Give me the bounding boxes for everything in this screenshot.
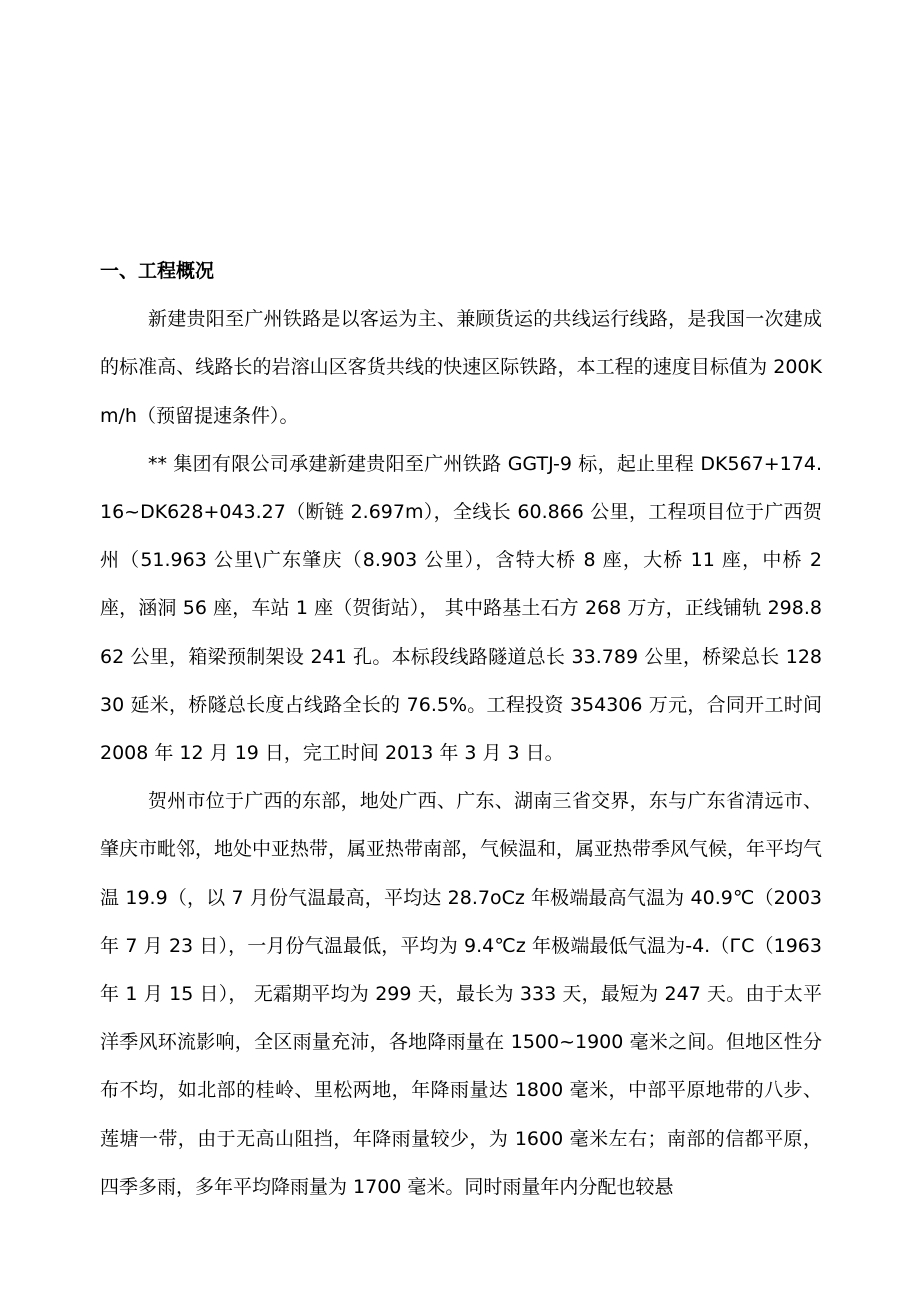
paragraph-contract: ** 集团有限公司承建新建贵阳至广州铁路 GGTJ-9 标，起止里程 DK567+174.16~DK628+043.27（断链 2.697m），全线长 60.866 公里，工程项目位于广西贺州（51.963 公里\广东肇庆（8.903 公里），含特大桥 8 座，大桥 11 座，中桥 2 座，涵洞 56 座，车站 1 座（贺街站）， 其中路基土石方 268 万方，正线铺轨 298.862 公里，箱梁预制架设 241 孔。本标段线路隧道总长 33.789 公里，桥梁总长 12830 延米，桥隧总长度占线路全长的 76.5%。工程投资 354306 万元，合同开工时间 2008 年 12 月 19 日，完工时间 2013 年 3 月 3 日。 bbox=[100, 452, 822, 765]
paragraph-overview: 新建贵阳至广州铁路是以客运为主、兼顾货运的共线运行线路，是我国一次建成的标准高、线路长的岩溶山区客货共线的快速区际铁路，本工程的速度目标值为 200Km/h（预留提速条件）。 bbox=[100, 308, 822, 427]
document-body bbox=[100, 247, 822, 1211]
paragraph-climate: 贺州市位于广西的东部，地处广西、广东、湖南三省交界，东与广东省清远市、肇庆市毗邻，地处中亚热带，属亚热带南部，气候温和，属亚热带季风气候，年平均气温 19.9（，以 7 月份气温最高，平均达 28.7oCz 年极端最高气温为 40.9℃（2003 年 7 月 23 日），一月份气温最低，平均为 9.4℃z 年极端最低气温为-4.（ГС（1963 年 1 月 15 日）， 无霜期平均为 299 天，最长为 333 天，最短为 247 天。由于太平洋季风环流影响，全区雨量充沛，各地降雨量在 1500~1900 毫米之间。但地区性分布不均，如北部的桂岭、里松两地，年降雨量达 1800 毫米，中部平原地带的八步、莲塘一带，由于无高山阻挡，年降雨量较少，为 1600 毫米左右；南部的信都平原，四季多雨，多年平均降雨量为 1700 毫米。同时雨量年内分配也较悬 bbox=[100, 790, 823, 1198]
section-heading: 一、工程概况 bbox=[100, 260, 215, 282]
